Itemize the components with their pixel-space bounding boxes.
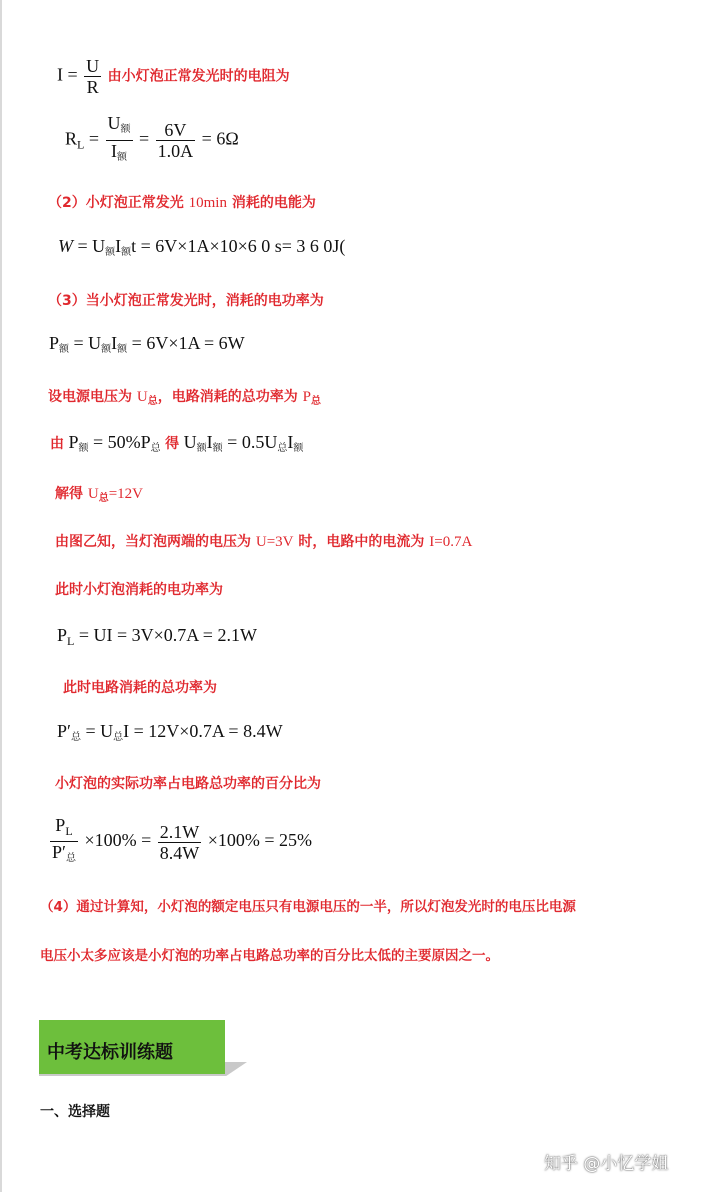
note-total-power: 此时电路消耗的总功率为 [63, 680, 217, 696]
equation-total-power: $P'_总 = U_总I = 12V\times 0.7A = 8.4W$ [57, 721, 283, 743]
step-4-line-1: （4）通过计算知，小灯泡的额定电压只有电源电压的一半，所以灯泡发光时的电压比电源 [40, 899, 576, 915]
note-bulb-power: 此时小灯泡消耗的电功率为 [55, 582, 223, 598]
banner-title: 中考达标训练题 [47, 1042, 173, 1063]
note-resistance: 由小灯泡正常发光时的电阻为 [107, 68, 290, 85]
equation-energy: $W = U_额I_额t = 6V\times 1A\times 10\times 6$ 0 s= 3 6 0J( [58, 236, 346, 258]
note-assume-voltage: 设电源电压为 $U_总$，电路消耗的总功率为 $P_总$ [48, 389, 321, 407]
step-2-heading: （2）小灯泡正常发光 10min 消耗的电能为 [48, 195, 316, 211]
note-percentage: 小灯泡的实际功率占电路总功率的百分比为 [55, 776, 321, 792]
equation-power-ratio: 由 $P_额 = 50\%P_总$ 得 $U_额I_额 = 0.5U_总I_额$ [50, 432, 304, 454]
step-3-heading: （3）当小灯泡正常发光时，消耗的电功率为 [48, 293, 324, 309]
watermark: 知乎 @小忆学姐 [544, 1154, 669, 1174]
section-heading-choice: 一、选择题 [40, 1104, 110, 1120]
page-edge [0, 0, 2, 1192]
equation-ohms-law: I = $\frac{U}{R}$ 由小灯泡正常发光时的电阻为 [57, 56, 290, 97]
note-graph-reading: 由图乙知，当灯泡两端的电压为 U=3V 时，电路中的电流为 I=0.7A [55, 534, 473, 550]
step-4-line-2: 电压小太多应该是小灯泡的功率占电路总功率的百分比太低的主要原因之一。 [40, 948, 499, 964]
equation-bulb-power: $P_L$ = UI = 3V×0.7A = 2.1W [57, 625, 257, 648]
equation-resistance: $R_L$ = $\frac{U_额}{I_额}$ = $\frac{6V}{1.0A}$ = 6Ω [65, 113, 239, 163]
equation-percentage: $\frac{P_L}{P'_总}$ ×100% = $\frac{2.1W}{8.4W}$ ×100% = 25% [52, 815, 313, 864]
solve-total-voltage: 解得 $U_总=12V$ [55, 486, 144, 504]
equation-rated-power: $P_额 = U_额I_额 = 6V\times 1A = 6W$ [49, 333, 245, 355]
